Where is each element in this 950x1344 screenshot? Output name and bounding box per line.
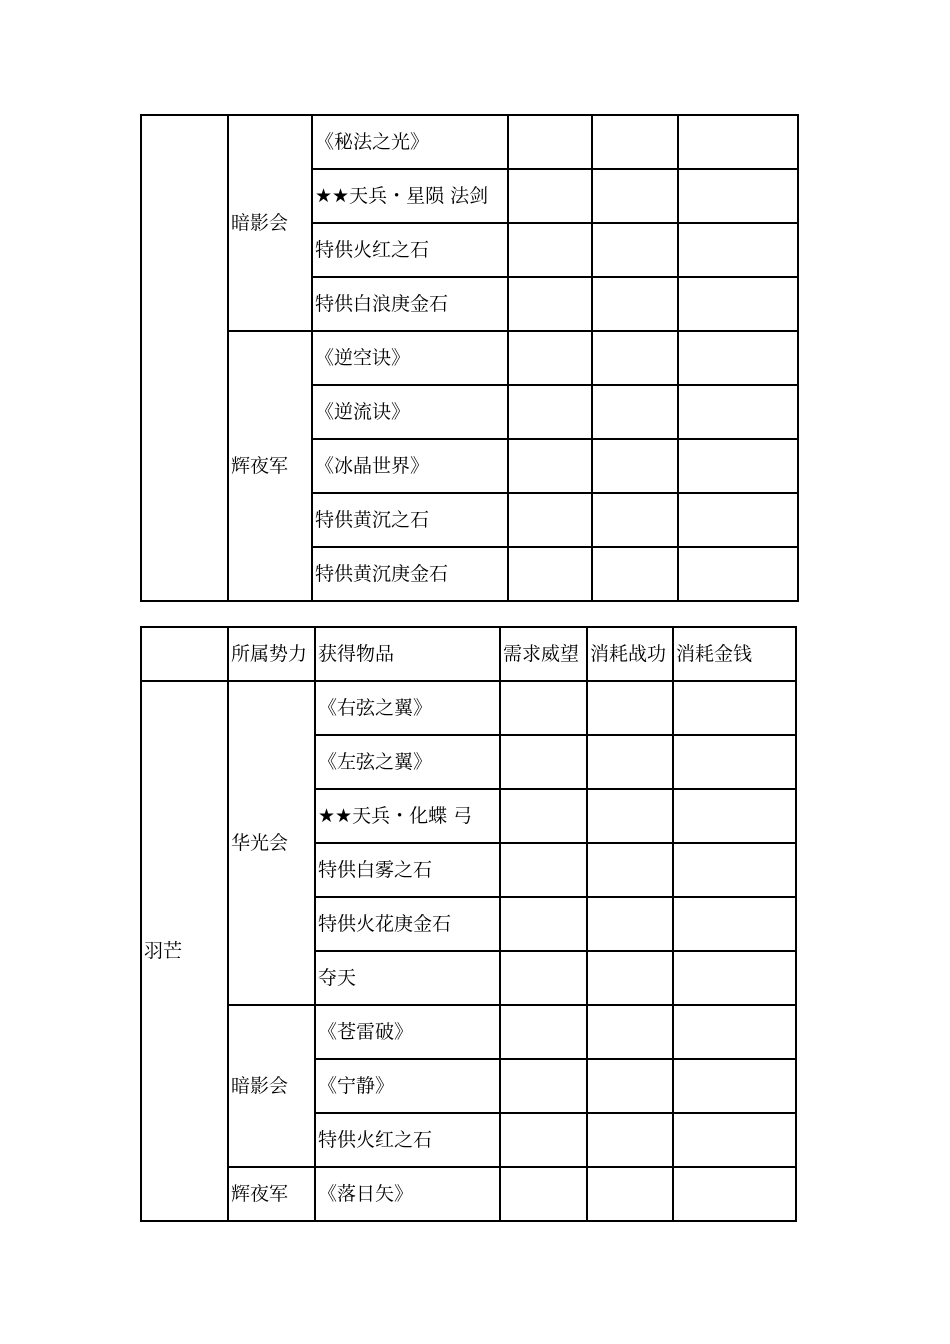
class-cell: 羽芒 xyxy=(141,681,228,1221)
class-cell xyxy=(141,115,228,601)
item-cell: ★★天兵・化蝶 弓 xyxy=(315,789,500,843)
merit-cell xyxy=(592,439,678,493)
prestige-cell xyxy=(508,493,592,547)
item-cell: 《逆流诀》 xyxy=(312,385,508,439)
item-cell: 《秘法之光》 xyxy=(312,115,508,169)
merit-cell xyxy=(587,1059,673,1113)
header-merit: 消耗战功 xyxy=(587,627,673,681)
prestige-cell xyxy=(500,735,587,789)
merit-cell xyxy=(587,1167,673,1221)
item-cell: 《逆空诀》 xyxy=(312,331,508,385)
money-cell xyxy=(678,169,798,223)
prestige-cell xyxy=(508,385,592,439)
money-cell xyxy=(678,115,798,169)
money-cell xyxy=(673,735,796,789)
money-cell xyxy=(678,385,798,439)
faction-cell: 华光会 xyxy=(228,681,315,1005)
item-cell: 特供白雾之石 xyxy=(315,843,500,897)
table-row xyxy=(141,681,796,735)
header-item: 获得物品 xyxy=(315,627,500,681)
item-cell: 《苍雷破》 xyxy=(315,1005,500,1059)
money-cell xyxy=(673,1113,796,1167)
money-cell xyxy=(678,331,798,385)
merit-cell xyxy=(587,951,673,1005)
table-row xyxy=(141,1167,796,1221)
equipment-table-top xyxy=(140,114,799,602)
merit-cell xyxy=(592,385,678,439)
merit-cell xyxy=(592,547,678,601)
merit-cell xyxy=(592,277,678,331)
faction-cell: 辉夜军 xyxy=(228,1167,315,1221)
faction-cell: 暗影会 xyxy=(228,115,312,331)
prestige-cell xyxy=(508,277,592,331)
prestige-cell xyxy=(500,1059,587,1113)
header-class xyxy=(141,627,228,681)
item-cell: 特供白浪庚金石 xyxy=(312,277,508,331)
prestige-cell xyxy=(500,789,587,843)
item-cell: 特供黄沉之石 xyxy=(312,493,508,547)
prestige-cell xyxy=(508,169,592,223)
item-cell: ★★天兵・星陨 法剑 xyxy=(312,169,508,223)
money-cell xyxy=(673,789,796,843)
merit-cell xyxy=(592,115,678,169)
money-cell xyxy=(673,681,796,735)
money-cell xyxy=(673,1167,796,1221)
item-cell: 特供火红之石 xyxy=(312,223,508,277)
merit-cell xyxy=(587,1113,673,1167)
item-cell: 《左弦之翼》 xyxy=(315,735,500,789)
merit-cell xyxy=(592,493,678,547)
table-row xyxy=(141,1005,796,1059)
merit-cell xyxy=(592,223,678,277)
money-cell xyxy=(678,223,798,277)
item-cell: 《落日矢》 xyxy=(315,1167,500,1221)
prestige-cell xyxy=(500,897,587,951)
faction-cell: 暗影会 xyxy=(228,1005,315,1167)
money-cell xyxy=(678,277,798,331)
prestige-cell xyxy=(500,1113,587,1167)
merit-cell xyxy=(587,735,673,789)
prestige-cell xyxy=(500,681,587,735)
money-cell xyxy=(678,439,798,493)
money-cell xyxy=(673,843,796,897)
item-cell: 特供火花庚金石 xyxy=(315,897,500,951)
item-cell: 《右弦之翼》 xyxy=(315,681,500,735)
header-money: 消耗金钱 xyxy=(673,627,796,681)
merit-cell xyxy=(587,1005,673,1059)
table-row xyxy=(141,115,798,169)
merit-cell xyxy=(587,897,673,951)
header-prestige: 需求威望 xyxy=(500,627,587,681)
merit-cell xyxy=(587,681,673,735)
prestige-cell xyxy=(500,843,587,897)
item-cell: 《冰晶世界》 xyxy=(312,439,508,493)
item-cell: 特供火红之石 xyxy=(315,1113,500,1167)
money-cell xyxy=(673,1059,796,1113)
merit-cell xyxy=(592,169,678,223)
table-row xyxy=(141,331,798,385)
header-faction: 所属势力 xyxy=(228,627,315,681)
faction-cell: 辉夜军 xyxy=(228,331,312,601)
prestige-cell xyxy=(508,223,592,277)
money-cell xyxy=(673,1005,796,1059)
header-row xyxy=(141,627,796,681)
prestige-cell xyxy=(500,1005,587,1059)
prestige-cell xyxy=(508,331,592,385)
merit-cell xyxy=(592,331,678,385)
merit-cell xyxy=(587,843,673,897)
item-cell: 《宁静》 xyxy=(315,1059,500,1113)
prestige-cell xyxy=(508,439,592,493)
merit-cell xyxy=(587,789,673,843)
equipment-table-bottom xyxy=(140,626,797,1222)
prestige-cell xyxy=(500,951,587,1005)
item-cell: 特供黄沉庚金石 xyxy=(312,547,508,601)
money-cell xyxy=(678,547,798,601)
item-cell: 夺天 xyxy=(315,951,500,1005)
money-cell xyxy=(678,493,798,547)
money-cell xyxy=(673,897,796,951)
prestige-cell xyxy=(500,1167,587,1221)
prestige-cell xyxy=(508,115,592,169)
prestige-cell xyxy=(508,547,592,601)
money-cell xyxy=(673,951,796,1005)
